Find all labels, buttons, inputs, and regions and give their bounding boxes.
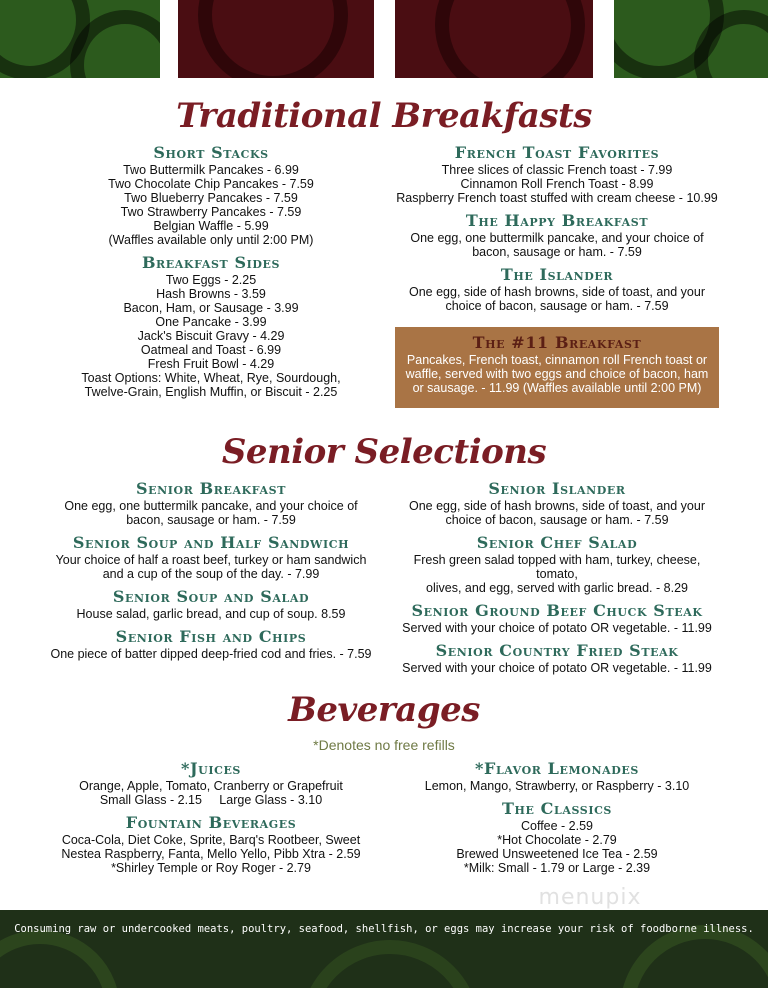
menu-line: Jack's Biscuit Gravy - 4.29 (137, 329, 285, 343)
menu-line: Your choice of half a roast beef, turkey or ham sandwich (55, 553, 367, 567)
breakfast-left-column (30, 143, 392, 399)
menu-line: One egg, one buttermilk pancake, and your choice of (64, 499, 358, 513)
menu-line: One piece of batter dipped deep-fried cod and fries. - 7.59 (50, 647, 372, 661)
juices-heading: *Juices (181, 759, 241, 778)
senior-chef-salad-heading: Senior Chef Salad (476, 533, 638, 552)
footer-band (0, 910, 768, 988)
menu-line: bacon, sausage or ham. - 7.59 (472, 245, 642, 259)
menu-line: Oatmeal and Toast - 6.99 (140, 343, 282, 357)
menu-line: *Shirley Temple or Roy Roger - 2.79 (111, 861, 311, 875)
menu-line: Fresh green salad topped with ham, turkey, cheese, tomato, (413, 553, 701, 581)
menu-line: Twelve-Grain, English Muffin, or Biscuit - 2.25 (84, 385, 338, 399)
menu-line: One Pancake - 3.99 (155, 315, 267, 329)
header-tile-green-left (0, 0, 160, 78)
senior-country-fried-steak-heading: Senior Country Fried Steak (435, 641, 679, 660)
menu-line: One egg, side of hash browns, side of toast, and your (408, 499, 705, 513)
senior-breakfast-heading: Senior Breakfast (135, 479, 286, 498)
menu-line: Lemon, Mango, Strawberry, or Raspberry - 3.10 (424, 779, 690, 793)
menu-line: olives, and egg, served with garlic bread. - 8.29 (426, 581, 688, 595)
beverages-left-column (30, 759, 392, 875)
senior-chuck-steak-heading: Senior Ground Beef Chuck Steak (411, 601, 703, 620)
french-toast-heading: French Toast Favorites (454, 143, 660, 162)
menu-line: Fresh Fruit Bowl - 4.29 (147, 357, 275, 371)
menu-line: Coffee - 2.59 (520, 819, 594, 833)
menu-line: choice of bacon, sausage or ham. - 7.59 (445, 513, 669, 527)
menu-line: Two Buttermilk Pancakes - 6.99 (123, 163, 299, 177)
food-safety-disclaimer: Consuming raw or undercooked meats, poultry, seafood, shellfish, or eggs may increase your risk of foodborne illness. (14, 923, 754, 935)
menu-line: Bacon, Ham, or Sausage - 3.99 (123, 301, 299, 315)
senior-right-column (392, 479, 722, 675)
header-tile-green-right (614, 0, 768, 78)
senior-fish-chips-heading: Senior Fish and Chips (115, 627, 307, 646)
menu-line: (Waffles available only until 2:00 PM) (108, 233, 314, 247)
menu-line: or sausage. - 11.99 (Waffles available until 2:00 PM) (412, 381, 702, 395)
menu-line: One egg, one buttermilk pancake, and your choice of (410, 231, 704, 245)
menu-line: Hash Browns - 3.59 (156, 287, 266, 301)
menu-line: *Milk: Small - 1.79 or Large - 2.39 (463, 861, 651, 875)
menu-line: Cinnamon Roll French Toast - 8.99 (460, 177, 654, 191)
no-refill-note: *Denotes no free refills (313, 737, 455, 753)
menu-line: Nestea Raspberry, Fanta, Mello Yello, Pibb Xtra - 2.59 (61, 847, 361, 861)
menu-line: Three slices of classic French toast - 7.99 (441, 163, 673, 177)
senior-section-title: Senior Selections (221, 432, 547, 472)
menu-line: Toast Options: White, Wheat, Rye, Sourdough, (81, 371, 341, 385)
header-tile-red-2 (395, 0, 593, 78)
header-tile-red-1 (178, 0, 374, 78)
islander-heading: The Islander (500, 265, 614, 284)
menu-line: waffle, served with two eggs and choice of bacon, ham (405, 367, 709, 381)
menu-line: choice of bacon, sausage or ham. - 7.59 (445, 299, 669, 313)
menu-line: Coca-Cola, Diet Coke, Sprite, Barq's Rootbeer, Sweet (61, 833, 361, 847)
beverages-right-column (392, 759, 722, 875)
senior-soup-sandwich-heading: Senior Soup and Half Sandwich (72, 533, 350, 552)
menu-line: Small Glass - 2.15 Large Glass - 3.10 (99, 793, 323, 807)
number-11-breakfast-box (395, 327, 719, 408)
menu-line: Orange, Apple, Tomato, Cranberry or Grapefruit (79, 779, 343, 793)
senior-soup-salad-heading: Senior Soup and Salad (112, 587, 310, 606)
fountain-beverages-heading: Fountain Beverages (125, 813, 297, 832)
menupix-watermark: menupix (538, 885, 642, 910)
menu-line: Served with your choice of potato OR vegetable. - 11.99 (402, 661, 712, 675)
flavor-lemonades-heading: *Flavor Lemonades (475, 759, 639, 778)
menu-line: House salad, garlic bread, and cup of soup. 8.59 (76, 607, 346, 621)
menu-line: Raspberry French toast stuffed with cream cheese - 10.99 (396, 191, 718, 205)
menu-line: Two Blueberry Pancakes - 7.59 (124, 191, 298, 205)
menu-line: Two Eggs - 2.25 (165, 273, 257, 287)
menu-line: One egg, side of hash browns, side of toast, and your (408, 285, 705, 299)
senior-islander-heading: Senior Islander (488, 479, 626, 498)
menu-line: Two Chocolate Chip Pancakes - 7.59 (108, 177, 314, 191)
menu-line: Served with your choice of potato OR vegetable. - 11.99 (402, 621, 712, 635)
breakfast-right-column (392, 143, 722, 313)
menu-line: Two Strawberry Pancakes - 7.59 (120, 205, 302, 219)
breakfast-section-title: Traditional Breakfasts (176, 96, 592, 136)
menu-line: Belgian Waffle - 5.99 (153, 219, 269, 233)
number-11-breakfast-heading: The #11 Breakfast (472, 333, 642, 352)
breakfast-sides-heading: Breakfast Sides (141, 253, 281, 272)
menu-line: Brewed Unsweetened Ice Tea - 2.59 (456, 847, 658, 861)
header-photo-band (0, 0, 768, 78)
short-stacks-heading: Short Stacks (153, 143, 269, 162)
beverages-section-title: Beverages (288, 690, 480, 730)
menu-line: bacon, sausage or ham. - 7.59 (126, 513, 296, 527)
senior-left-column (30, 479, 392, 661)
happy-breakfast-heading: The Happy Breakfast (465, 211, 649, 230)
menu-line: *Hot Chocolate - 2.79 (497, 833, 617, 847)
menu-line: Pancakes, French toast, cinnamon roll French toast or (406, 353, 708, 367)
menu-line: and a cup of the soup of the day. - 7.99 (102, 567, 320, 581)
classics-heading: The Classics (502, 799, 612, 818)
